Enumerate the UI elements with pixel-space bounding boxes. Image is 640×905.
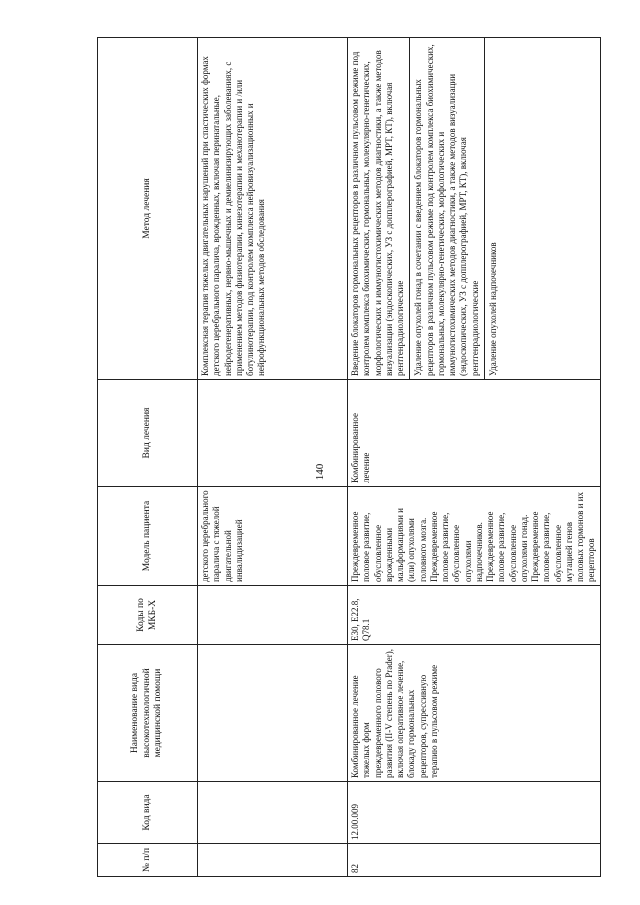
method-entry: Удаление опухолей надпочечников [484, 38, 499, 379]
cell-type [198, 380, 348, 487]
cell-method: Комплексная терапия тяжелых двигательных нарушений при спастических формах детского церебрального паралича, врожденных, включая перинатальные, нейродегенеративных, нервно-мышечных и демиелинизирующих заболеваниях, с применением методов физиотерапии, кинезотерапии и механотерапии и /или ботулинотерапии, под контролем комплекса нейровизуализационных и нейрофункциональных методов обследования [198, 38, 348, 380]
cell-num [198, 844, 348, 877]
cell-code [198, 782, 348, 844]
method-entry: Введение блокаторов гормональных рецепторов в различном пульсовом режиме под контролем комплекса биохимических, гормональных, молекулярно-генетических, морфологических и иммуногистохимических методов диагностики, а также методов визуализации (эндоскопических, УЗ с допплерографией, МРТ, КТ), включая рентгенрадиологические [350, 50, 405, 376]
header-row [98, 38, 198, 877]
cell-name: Комбинированное лечение тяжелых форм преждевременного полового развития (II-V степень по Prader), включая оперативное лечение, блокаду гормональных рецепторов, супрессивную терапию в пульсовом режиме [348, 645, 601, 782]
header-num: № п/п [98, 844, 198, 877]
cell-num: 82 [348, 844, 601, 877]
treatment-table [97, 37, 601, 877]
cell-code: 12.00.009 [348, 782, 601, 844]
header-method: Метод лечения [98, 38, 198, 380]
table-row [198, 38, 348, 877]
header-mkb: Коды по МКБ-Х [98, 586, 198, 645]
rotated-page-content [97, 44, 617, 877]
cell-name [198, 645, 348, 782]
header-name: Наименование вида высокотехнологичной медицинской помощи [98, 645, 198, 782]
method-entry: Удаление опухолей гонад в сочетании с введением блокаторов гормональных рецепторов в различном пульсовом режиме под контролем комплекса биохимических, гормональных, молекулярно-генетических, морфологических и иммуногистохимических методов диагностики, а также методов визуализации (эндоскопических, УЗ с допплерографией, МРТ, КТ), включая рентгенрадиологические [409, 38, 481, 379]
cell-method-group [348, 38, 601, 380]
header-model: Модель пациента [98, 487, 198, 586]
header-code: Код вида [98, 782, 198, 844]
cell-type: Комбинированное лечение [348, 380, 601, 487]
cell-model: Преждевременное половое развитие, обусловленное врожденными мальформациями и (или) опухолями головного мозга. Преждевременное половое развитие, обусловленное опухолями надпочечников. Преждевременное половое развитие, обусловленное опухолями гонад. Преждевременное половое развитие, обусловленное мутацией генов половых гормонов и их рецепторов [348, 487, 601, 586]
header-type: Вид лечения [98, 380, 198, 487]
table-row [348, 38, 601, 877]
page-number: 140 [314, 463, 326, 481]
cell-mkb [198, 586, 348, 645]
cell-model: детского церебрального паралича с тяжелой двигательной инвалидизацией [198, 487, 348, 586]
cell-mkb: E30, E22.8, Q78.1 [348, 586, 601, 645]
